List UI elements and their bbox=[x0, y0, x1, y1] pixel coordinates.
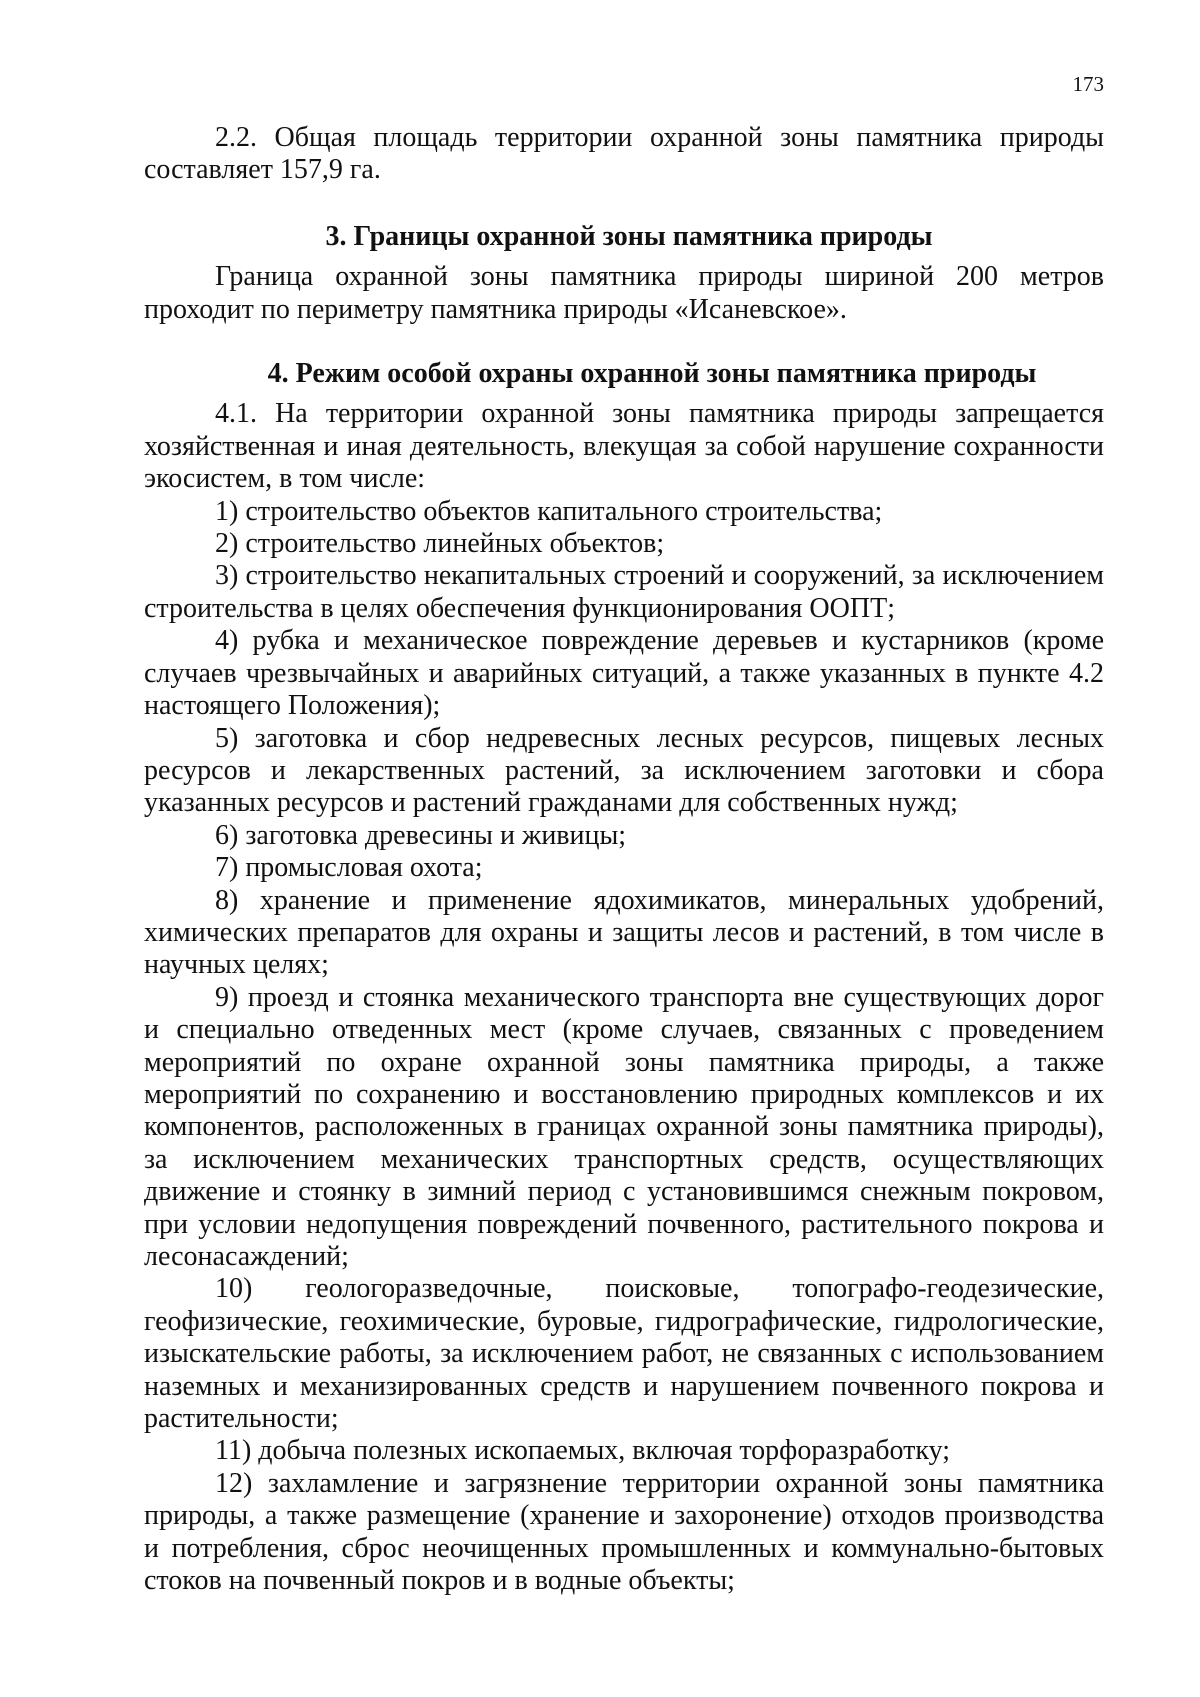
area-paragraph: 2.2. Общая площадь территории охранной зоны памятника природы составляет 157,9 га. bbox=[144, 122, 1104, 186]
section-3-heading: 3. Границы охранной зоны памятника природы bbox=[325, 220, 933, 252]
section-4-lead-paragraph: 4.1. На территории охранной зоны памятника природы запрещается хозяйственная и иная деятельность, влекущая за собой нарушение сохранности экосистем, в том числе: bbox=[144, 398, 1104, 495]
list-item: 9) проезд и стоянка механического транспорта вне существующих дорог и специально отведенных мест (кроме случаев, связанных с проведением мероприятий по охране охранной зоны памятника природы, а также мероприятий по сохранению и восстановлению природных комплексов и их компонентов, расположенных в границах охранной зоны памятника природы), за исключением механических транспортных средств, осуществляющих движение и стоянку в зимний период с установившимся снежным покровом, при условии недопущения повреждений почвенного, растительного покрова и лесонасаждений; bbox=[144, 981, 1104, 1272]
list-item: 2) строительство линейных объектов; bbox=[215, 528, 665, 560]
list-item: 5) заготовка и сбор недревесных лесных ресурсов, пищевых лесных ресурсов и лекарственных растений, за исключением заготовки и сбора указанных ресурсов и растений гражданами для собственных нужд; bbox=[144, 722, 1104, 819]
prohibited-activities-list bbox=[144, 496, 1104, 1598]
list-item: 1) строительство объектов капитального строительства; bbox=[215, 495, 883, 527]
page-number: 173 bbox=[1072, 72, 1104, 96]
list-item: 11) добыча полезных ископаемых, включая торфоразработку; bbox=[215, 1435, 950, 1467]
list-item: 10) геологоразведочные, поисковые, топографо-геодезические, геофизические, геохимические, буровые, гидрографические, гидрологические, изыскательские работы, за исключением работ, не связанных с использованием наземных и механизированных средств и нарушением почвенного покрова и растительности; bbox=[144, 1273, 1104, 1435]
section-4-heading: 4. Режим особой охраны охранной зоны памятника природы bbox=[267, 358, 1037, 390]
document-body bbox=[144, 122, 1104, 1597]
list-item: 3) строительство некапитальных строений и сооружений, за исключением строительства в целях обеспечения функционирования ООПТ; bbox=[144, 560, 1104, 624]
list-item: 4) рубка и механическое повреждение деревьев и кустарников (кроме случаев чрезвычайных и аварийных ситуаций, а также указанных в пункте 4.2 настоящего Положения); bbox=[144, 625, 1104, 722]
list-item: 12) захламление и загрязнение территории охранной зоны памятника природы, а также размещение (хранение и захоронение) отходов производства и потребления, сброс неочищенных промышленных и коммунально-бытовых стоков на почвенный покров и в водные объекты; bbox=[144, 1467, 1104, 1597]
list-item: 6) заготовка древесины и живицы; bbox=[215, 819, 627, 851]
list-item: 7) промысловая охота; bbox=[215, 852, 483, 884]
list-item: 8) хранение и применение ядохимикатов, минеральных удобрений, химических препаратов для охраны и защиты лесов и растений, в том числе в научных целях; bbox=[144, 884, 1104, 981]
section-3-paragraph: Граница охранной зоны памятника природы шириной 200 метров проходит по периметру памятника природы «Исаневское». bbox=[144, 261, 1104, 325]
